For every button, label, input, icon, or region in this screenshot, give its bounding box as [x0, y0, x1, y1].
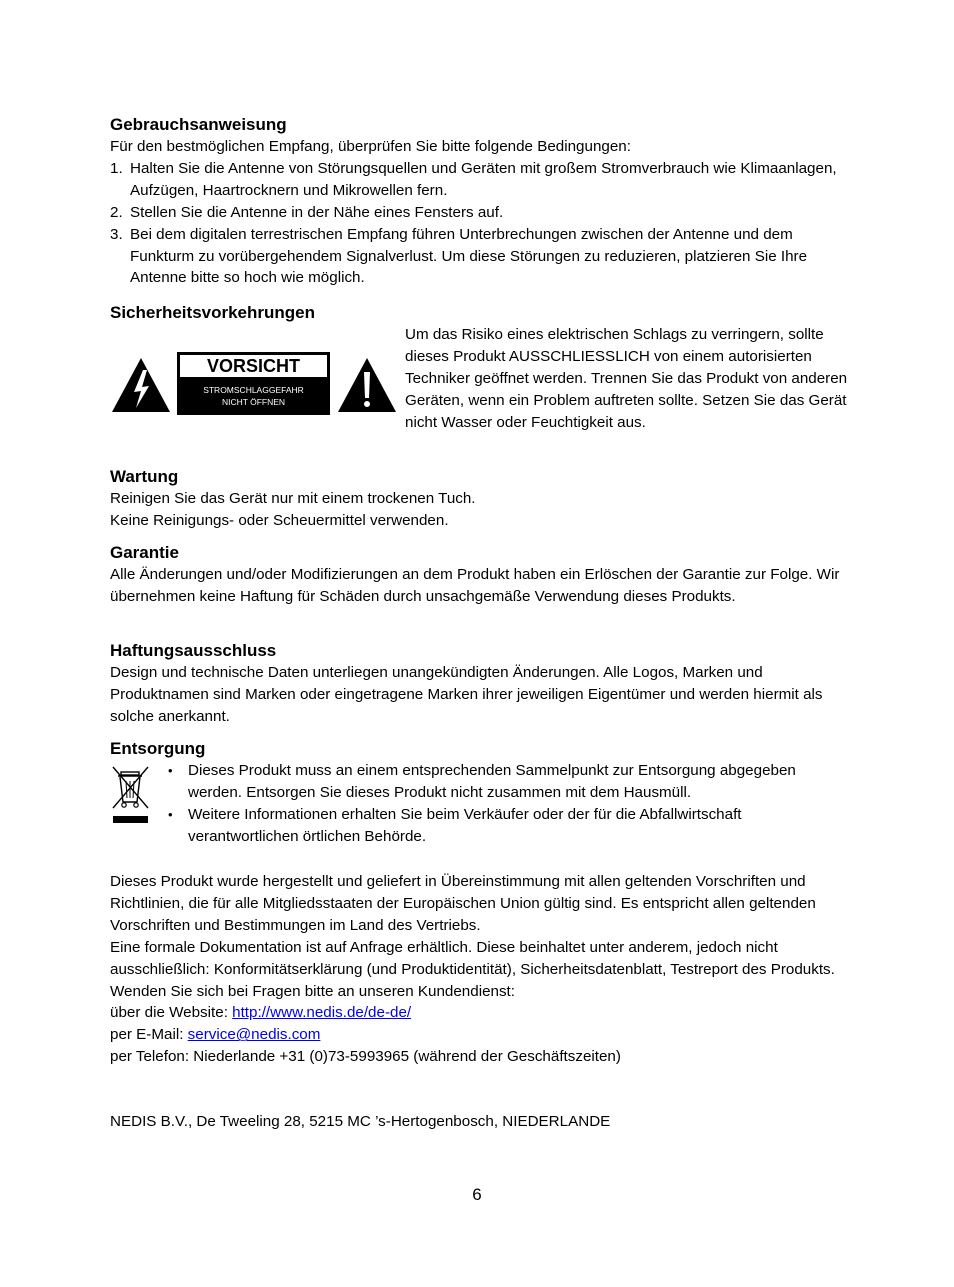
list-item: 1. Halten Sie die Antenne von Störungsquellen und Geräten mit großem Stromverbrauch wie Klimaanlagen, Aufzügen, Haartrocknern und Mikrowellen fern. [110, 159, 837, 199]
wartung-line2: Keine Reinigungs- oder Scheuermittel verwenden. [110, 511, 449, 529]
section-entsorgung [110, 738, 850, 850]
section-conformity [110, 871, 850, 1068]
section-haftungsausschluss [110, 640, 850, 728]
conformity-para3: Wenden Sie sich bei Fragen bitte an unseren Kundendienst: [110, 982, 515, 1000]
heading-wartung: Wartung [110, 467, 179, 486]
email-link[interactable]: service@nedis.com [187, 1026, 321, 1044]
email-label: per E-Mail: [110, 1026, 188, 1044]
section-garantie [110, 542, 850, 608]
disposal-row [110, 760, 850, 850]
heading-entsorgung: Entsorgung [110, 739, 206, 758]
page-number: 6 [472, 1185, 482, 1204]
gebrauch-intro: Für den bestmöglichen Empfang, überprüfen Sie bitte folgende Bedingungen: [110, 138, 631, 155]
warning-row [110, 324, 850, 464]
list-item: • Dieses Produkt muss an einem entsprechenden Sammelpunkt zur Entsorgung abgegeben werden. Entsorgen Sie dieses Produkt nicht zusammen mit dem Hausmüll. [168, 760, 850, 804]
phone-line: per Telefon: Niederlande +31 (0)73-5993965 (während der Geschäftszeiten) [110, 1048, 621, 1066]
section-sicherheitsvorkehrungen [110, 302, 850, 464]
list-item: • Weitere Informationen erhalten Sie beim Verkäufer oder der für die Abfallwirtschaft verantwortlichen örtlichen Behörde. [168, 804, 850, 848]
list-item: 2. Stellen Sie die Antenne in der Nähe eines Fensters auf. [110, 203, 504, 221]
wartung-line1: Reinigen Sie das Gerät nur mit einem trockenen Tuch. [110, 490, 476, 507]
vorsicht-line1: STROMSCHLAGGEFAHR [203, 385, 304, 395]
vorsicht-line2: NICHT ÖFFNEN [221, 397, 286, 407]
website-label: über die Website: [110, 1004, 233, 1022]
haftung-text: Design und technische Daten unterliegen unangekündigten Änderungen. Alle Logos, Marken und Produktnamen sind Marken oder eingetragene Marken ihrer jeweiligen Eigentümer und werden hiermit als solche anerkannt. [110, 664, 823, 725]
heading-haftungsausschluss: Haftungsausschluss [110, 641, 277, 660]
heading-sicherheitsvorkehrungen: Sicherheitsvorkehrungen [110, 303, 316, 322]
crossed-out-bin-icon [110, 764, 152, 826]
conformity-para2: Eine formale Dokumentation ist auf Anfrage erhältlich. Diese beinhaltet unter anderem, jedoch nicht ausschließlich: Konformitätserklärung (und Produktidentität), Sicherheitsdatenblatt, Testreport des Produkts. [110, 938, 835, 978]
website-line [110, 1002, 850, 1024]
safety-text: Um das Risiko eines elektrischen Schlags zu verringern, sollte dieses Produkt AUSSCHLIESSLICH von einem autorisierten Techniker geöffnet werden. Trennen Sie das Produkt von anderen Geräten, wenn ein Problem auftreten sollte. Setzen Sie das Gerät nicht Wasser oder Feuchtigkeit aus. [405, 326, 848, 431]
vorsicht-title: VORSICHT [206, 356, 301, 376]
section-address [110, 1111, 850, 1133]
electric-shock-warning-icon [110, 356, 172, 414]
heading-garantie: Garantie [110, 543, 179, 562]
gebrauch-list [110, 158, 850, 289]
garantie-text: Alle Änderungen und/oder Modifizierungen an dem Produkt haben ein Erlöschen der Garantie zur Folge. Wir übernehmen keine Haftung für Schäden durch unsachgemäße Verwendung dieses Produkts. [110, 566, 840, 605]
section-gebrauchsanweisung [110, 114, 850, 289]
exclamation-warning-icon [336, 356, 398, 414]
conformity-para1: Dieses Produkt wurde hergestellt und geliefert in Übereinstimmung mit allen geltenden Vorschriften und Richtlinien, die für alle Mitgliedsstaaten der Europäischen Union gültig sind. Es entspricht allen geltenden Vorschriften und Bestimmungen im Land des Vertriebs. [110, 873, 816, 934]
vorsicht-label-icon [177, 352, 330, 415]
warning-symbols [110, 328, 400, 448]
disposal-list [168, 760, 850, 848]
heading-gebrauchsanweisung: Gebrauchsanweisung [110, 115, 287, 134]
list-item: 3. Bei dem digitalen terrestrischen Empfang führen Unterbrechungen zwischen der Antenne und dem Funkturm zu vorübergehendem Signalverlust. Um diese Störungen zu reduzieren, platzieren Sie Ihre Antenne bitte so hoch wie möglich. [110, 225, 808, 287]
website-link[interactable]: http://www.nedis.de/de-de/ [232, 1004, 412, 1022]
email-line [110, 1024, 850, 1046]
company-address: NEDIS B.V., De Tweeling 28, 5215 MC ’s-Hertogenbosch, NIEDERLANDE [110, 1113, 611, 1130]
section-wartung [110, 466, 850, 532]
